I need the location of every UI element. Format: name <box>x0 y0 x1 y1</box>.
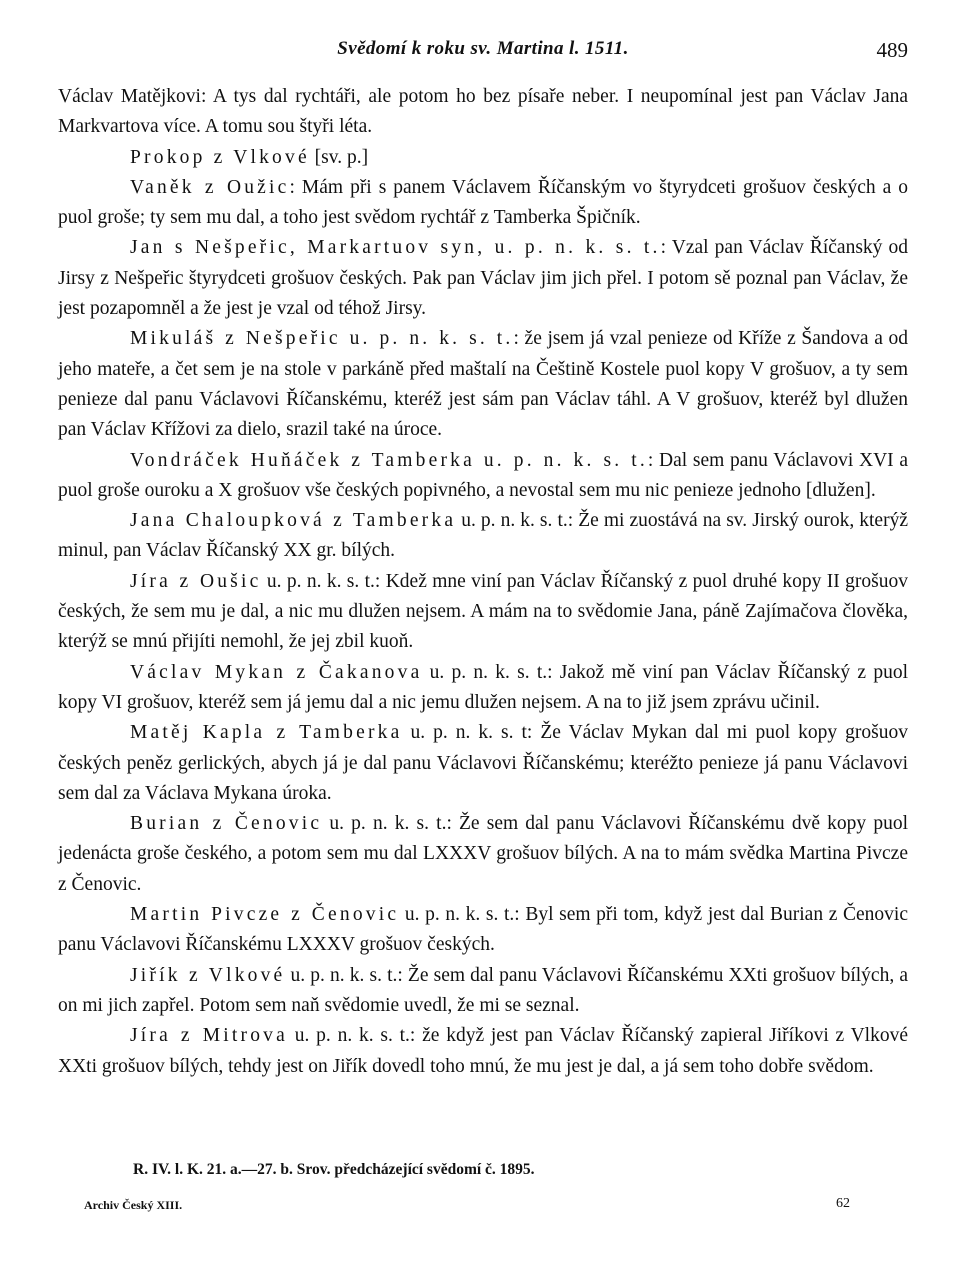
speaker-name: Mikuláš z Nešpeřic u. p. n. k. s. t. <box>130 328 514 350</box>
testimony-text: u. p. n. k. s. t.: Že sem dal panu Václavovi Říčanskému XXti grošuov bílých, a on mi jich zapřel. Potom sem naň svědomie uvedl, že mi se seznal. <box>58 964 908 1016</box>
testimony-entry <box>58 567 908 658</box>
page-header <box>58 38 908 78</box>
speaker-name: Jan s Nešpeřic, Markartuov syn, u. p. n. k. s. t. <box>130 237 661 259</box>
speaker-name: Václav Mykan z Čakanova <box>130 661 423 683</box>
testimony-entry <box>58 718 908 809</box>
speaker-name: Burian z Čenovic <box>130 813 323 835</box>
testimony-text: u. p. n. k. s. t.: Že mi zuostává na sv. Jirský ourok, kterýž minul, pan Václav Říčanský XX gr. bílých. <box>58 510 908 562</box>
testimony-text: u. p. n. k. s. t: Že Václav Mykan dal mi puol kopy grošuov českých peněz gerlických, abych já je dal panu Václavovi Říčanskému; kteréžto penieze já panu Václavovi sem dal za Václava Mykana úroka. <box>58 722 908 804</box>
page-number: 489 <box>876 38 908 62</box>
testimony-entry <box>58 506 908 567</box>
testimony-text: [sv. p.] <box>309 146 369 168</box>
speaker-name: Jiřík z Vlkové <box>130 964 286 986</box>
testimony-text: Václav Matějkovi: A tys dal rychtáři, ale potom ho bez písaře neber. I neupomínal jest pan Václav Jana Markvartova více. A tomu sou štyři léta. <box>58 86 908 138</box>
speaker-name: Jíra z Mitrova <box>130 1025 288 1047</box>
source-note: R. IV. l. K. 21. a.—27. b. Srov. předcházející svědomí č. 1895. <box>133 1161 535 1178</box>
testimony-text: : Vzal pan Václav Říčanský od Jirsy z Nešpeřic štyrydceti grošuov českých. Pak pan Václav jim jich přel. I potom sě poznal pan Václav, že jest pozapomněl a že jest je vzal od téhož Jirsy. <box>58 237 908 320</box>
speaker-name: Vaněk z Oužic <box>130 176 290 198</box>
testimony-entry <box>58 658 908 719</box>
testimony-entry <box>58 233 908 324</box>
text-body <box>58 82 908 1082</box>
speaker-name: Martin Pivcze z Čenovic <box>130 904 400 926</box>
testimony-entry <box>58 900 908 961</box>
testimony-text: u. p. n. k. s. t.: Byl sem při tom, když jest dal Burian z Čenovic panu Václavovi Říčanskému LXXXV grošuov českých. <box>58 904 908 956</box>
testimony-entry <box>58 961 908 1022</box>
speaker-name: Prokop z Vlkové <box>130 146 310 168</box>
footer-sheet-number: 62 <box>836 1196 850 1211</box>
testimony-text: u. p. n. k. s. t.: Jakož mě viní pan Václav Říčanský z puol kopy VI grošuov, kteréž sem já jemu dal a nic jemu dlužen nejsem. A na to již jsem zprávu učinil. <box>58 661 908 713</box>
testimony-text: u. p. n. k. s. t.: Že sem dal panu Václavovi Říčanskému dvě kopy puol jedenácta groše českého, a potom sem mu dal LXXXV grošuov bílých. A na to mám svědka Martina Pivcze z Čenovic. <box>58 813 908 895</box>
speaker-name: Matěj Kapla z Tamberka <box>130 722 403 744</box>
speaker-name: Jana Chaloupková z Tamberka <box>130 510 457 532</box>
testimony-text: : že jsem já vzal penieze od Kříže z Šandova a od jeho mateře, a čet sem je na stole v parkáně před maštalí na Češtině Kostele puol kopy V grošuov, a ty sem penieze dal panu Václavovi Říčanskému, kteréž jest sám pan Václav táhl. A V grošuov, kteréž byl dlužen pan Václav Křížovi za dielo, srazil také na úroce. <box>58 328 908 441</box>
testimony-entry <box>58 1021 908 1082</box>
testimony-entry <box>58 143 908 173</box>
testimony-text: u. p. n. k. s. t.: Kdež mne viní pan Václav Říčanský z puol druhé kopy II grošuov českých, že sem mu je dal, a nic mu dlužen nejsem. A mám na to svědomie Jana, páně Zajímačova člověka, kterýž se mnú přijíti nemohl, že jej zbil kuoň. <box>58 570 908 653</box>
testimony-text: u. p. n. k. s. t.: že když jest pan Václav Říčanský zapieral Jiříkovi z Vlkové XXti grošuov bílých, tehdy jest on Jiřík dovedl toho mnú, že mu jest je dal, a já sem toho dobře svědom. <box>58 1025 908 1077</box>
testimony-text: : Dal sem panu Václavovi XVI a puol groše ouroku a X grošuov vše českých popivného, a nevostal sem mu nic penieze jednoho [dlužen]. <box>58 449 909 501</box>
testimony-entry <box>58 809 908 900</box>
testimony-entry <box>58 446 908 507</box>
footer-volume: Archiv Český XIII. <box>84 1198 183 1212</box>
testimony-entry <box>58 173 908 234</box>
speaker-name: Jíra z Oušic <box>130 570 262 592</box>
testimony-text: : Mám při s panem Václavem Říčanským vo štyrydceti grošuov českých a o puol groše; ty sem mu dal, a toho jest svědom rychtář z Tamberka Špičník. <box>58 176 908 229</box>
speaker-name: Vondráček Huňáček z Tamberka u. p. n. k. s. t. <box>130 449 648 471</box>
testimony-entry <box>58 324 908 445</box>
testimony-entry <box>58 82 908 143</box>
running-title: Svědomí k roku sv. Martina l. 1511. <box>337 38 629 59</box>
